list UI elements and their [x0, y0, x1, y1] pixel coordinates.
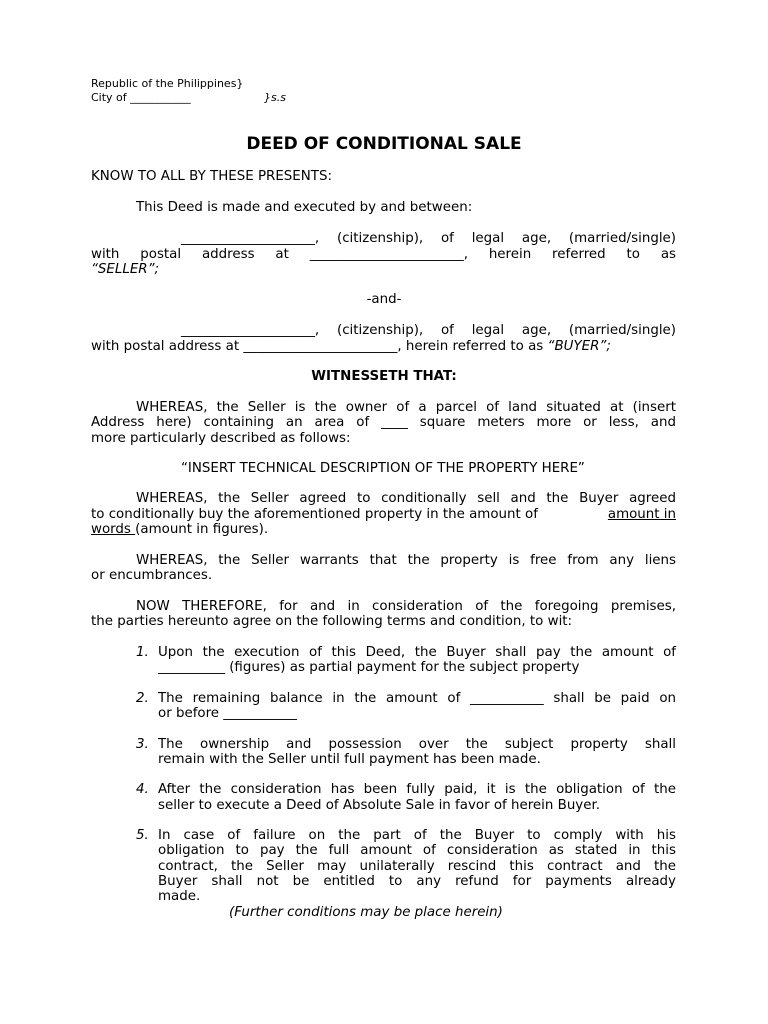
term-3-line-1: The ownership and possession over the subject property shall — [158, 737, 676, 752]
amount-in-words-part1: amount in — [607, 507, 676, 522]
amount-in-figures: (amount in figures). — [135, 522, 269, 537]
whereas2-line-3 — [91, 522, 268, 538]
term-5-line-2: obligation to pay the full amount of consideration as stated in this — [158, 843, 676, 858]
term-2-line-1: The remaining balance in the amount of ___________ shall be paid on — [158, 691, 676, 706]
now-therefore-line-1: NOW THEREFORE, for and in consideration of the foregoing premises, — [136, 599, 676, 614]
term-4-line-1: After the consideration has been fully paid, it is the obligation of the — [158, 782, 676, 797]
whereas2-line-2-text: to conditionally buy the aforementioned property in the amount of — [91, 507, 538, 522]
whereas3-line-2: or encumbrances. — [91, 568, 213, 583]
buyer-label: “BUYER”; — [547, 339, 611, 354]
header-city: City of ___________ — [91, 91, 191, 104]
seller-line-2: with postal address at _______________________, herein referred to as — [91, 247, 676, 262]
term-4-line-2: seller to execute a Deed of Absolute Sale in favor of herein Buyer. — [158, 798, 601, 813]
term-1-number: 1. — [136, 645, 149, 660]
whereas2-line-2 — [91, 507, 676, 523]
know-all-line: KNOW TO ALL BY THESE PRESENTS: — [91, 169, 332, 184]
and-separator: -and- — [366, 292, 402, 307]
term-3-number: 3. — [136, 737, 149, 752]
amount-in-words-part2: words — [91, 522, 136, 537]
document-title: DEED OF CONDITIONAL SALE — [246, 134, 522, 154]
term-5-line-3: contract, the Seller may unilaterally rescind this contract and the — [158, 859, 676, 874]
term-3-line-2: remain with the Seller until full payment has been made. — [158, 752, 541, 767]
now-therefore-line-2: the parties hereunto agree on the following terms and condition, to wit: — [91, 614, 573, 629]
term-5-number: 5. — [136, 828, 149, 843]
term-1-line-1: Upon the execution of this Deed, the Buyer shall pay the amount of — [158, 645, 676, 660]
term-5-line-4: Buyer shall not be entitled to any refund for payments already — [158, 874, 676, 889]
term-2-line-2: or before ___________ — [158, 706, 297, 721]
witnesseth-heading: WITNESSETH THAT: — [311, 369, 457, 384]
whereas1-line-1: WHEREAS, the Seller is the owner of a parcel of land situated at (insert — [136, 400, 676, 415]
buyer-line-2 — [91, 339, 611, 355]
further-conditions-note: (Further conditions may be place herein) — [229, 905, 503, 920]
seller-line-1: ____________________, (citizenship), of legal age, (married/single) — [181, 231, 676, 246]
buyer-line-1: ____________________, (citizenship), of legal age, (married/single) — [181, 323, 676, 338]
term-2-number: 2. — [136, 691, 149, 706]
term-5-line-5: made. — [158, 889, 201, 904]
header-ss: }s.s — [264, 91, 286, 104]
buyer-line-2-text: with postal address at _______________________, herein referred to as — [91, 339, 548, 354]
made-executed-line: This Deed is made and executed by and between: — [136, 200, 473, 215]
whereas2-line-1: WHEREAS, the Seller agreed to conditionally sell and the Buyer agreed — [136, 491, 676, 506]
whereas1-line-2: Address here) containing an area of ____ square meters more or less, and — [91, 415, 676, 430]
term-4-number: 4. — [136, 782, 149, 797]
term-5-line-1: In case of failure on the part of the Buyer to comply with his — [158, 828, 676, 843]
seller-label: “SELLER”; — [91, 262, 160, 277]
whereas3-line-1: WHEREAS, the Seller warrants that the property is free from any liens — [136, 553, 676, 568]
technical-description: “INSERT TECHNICAL DESCRIPTION OF THE PROPERTY HERE” — [181, 461, 585, 476]
whereas1-line-3: more particularly described as follows: — [91, 431, 351, 446]
header-republic: Republic of the Philippines} — [91, 77, 244, 90]
term-1-line-2: __________ (figures) as partial payment for the subject property — [158, 660, 580, 675]
